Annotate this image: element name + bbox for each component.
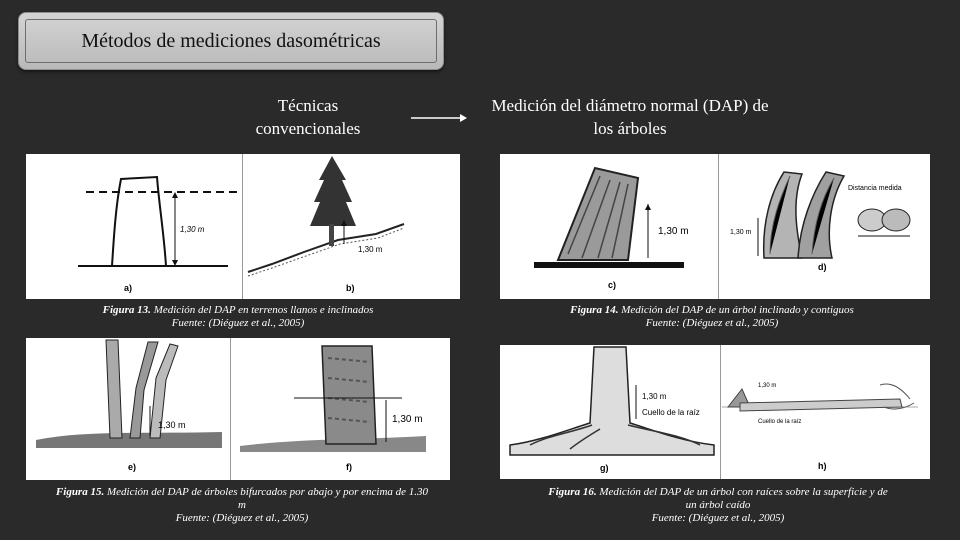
caption-figure-13: Figura 13. Medición del DAP en terrenos llanos e inclinados Fuente: (Diéguez et al., 2005) — [102, 304, 374, 329]
figure-15-image — [26, 338, 450, 480]
measure-g: 1,30 m — [642, 392, 667, 401]
panel-divider — [720, 345, 721, 479]
panel-letter-e: e) — [128, 462, 137, 472]
panel-divider — [230, 338, 231, 480]
panel-divider — [242, 154, 243, 299]
heading-right: Medición del diámetro normal (DAP) de los árboles — [491, 96, 769, 138]
label-distancia: Distancia medida — [848, 185, 902, 192]
figure-13-image — [26, 154, 460, 299]
panel-letter-a: a) — [124, 283, 133, 293]
panel-letter-b: b) — [346, 283, 355, 293]
figure-14-image — [500, 154, 930, 299]
measure-h: 1,30 m — [758, 383, 777, 389]
caption-figure-14: Figura 14. Medición del DAP de un árbol inclinado y contiguos Fuente: (Diéguez et al., 2005) — [570, 304, 854, 329]
slide-title: Métodos de mediciones dasométricas — [25, 19, 437, 63]
panel-letter-d: d) — [818, 262, 827, 272]
panel-divider — [718, 154, 719, 299]
measure-a: 1,30 m — [180, 225, 205, 234]
heading-left: Técnicas convencionales — [255, 96, 361, 138]
label-cuello-g: Cuello de la raíz — [642, 408, 700, 417]
measure-e: 1,30 m — [158, 420, 186, 430]
panel-letter-g: g) — [600, 463, 609, 473]
label-cuello-h: Cuello de la raíz — [758, 419, 802, 425]
panel-letter-h: h) — [818, 461, 827, 471]
panel-letter-c: c) — [608, 280, 617, 290]
figure-16-image — [500, 345, 930, 479]
arrow-right-icon — [410, 113, 468, 123]
title-box — [18, 12, 444, 70]
caption-figure-15: Figura 15. Medición del DAP de árboles bifurcados por abajo y por encima de 1.30 m Fuente: (Diéguez et al., 2005) — [55, 486, 429, 524]
measure-f: 1,30 m — [392, 414, 423, 425]
measure-c: 1,30 m — [658, 226, 689, 237]
caption-figure-16: Figura 16. Medición del DAP de un árbol con raíces sobre la superficie y de un árbol caído Fuente: (Diéguez et al., 2005) — [548, 486, 888, 524]
panel-letter-f: f) — [346, 462, 352, 472]
measure-d: 1,30 m — [730, 229, 752, 236]
measure-b: 1,30 m — [358, 245, 383, 254]
